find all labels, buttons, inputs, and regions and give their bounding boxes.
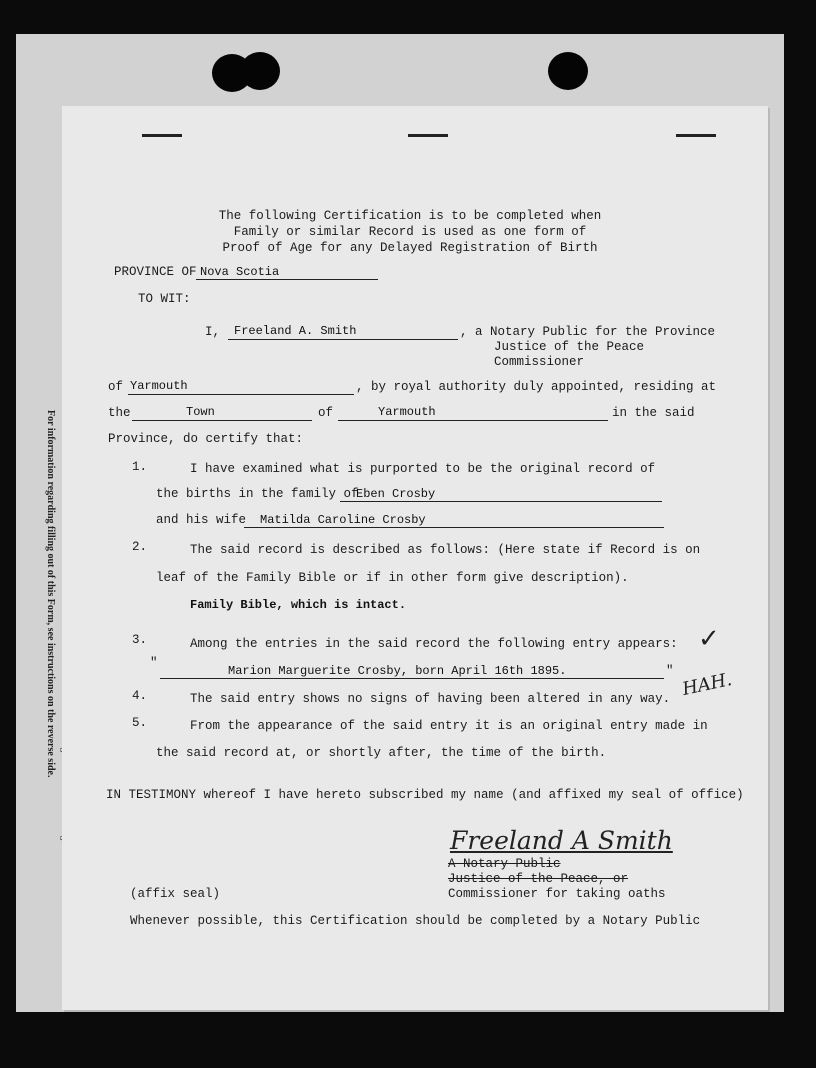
item-1-number: 1. [132, 460, 148, 474]
heading-line-2: Family or similar Record is used as one form of [233, 225, 587, 239]
the-value: Town [186, 405, 215, 419]
item-4-text: The said entry shows no signs of having been altered in any way. [190, 692, 671, 706]
entry-value: Marion Marguerite Crosby, born April 16th 1895. [228, 664, 567, 678]
province-label: PROVINCE OF [114, 265, 197, 279]
item-1-line-1: I have examined what is purported to be the original record of [190, 462, 656, 476]
item-2-line-2: leaf of the Family Bible or if in other form give description). [156, 571, 629, 585]
family-value: Eben Crosby [356, 487, 436, 501]
item-5-line-2: the said record at, or shortly after, the time of the birth. [156, 746, 607, 760]
signature-commissioner-title: Commissioner for taking oaths [448, 887, 666, 901]
heading-line-1: The following Certification is to be completed when [218, 209, 602, 223]
signature-jp-title: Justice of the Peace, or [448, 872, 629, 886]
notary-line-2: Justice of the Peace [494, 340, 645, 354]
notary-line-3: Commissioner [494, 355, 585, 369]
binding-mark-right [676, 134, 716, 137]
signature-notary-title: A Notary Public [448, 857, 561, 871]
province-certify: Province, do certify that: [108, 432, 304, 446]
affix-seal: (affix seal) [130, 887, 221, 901]
notary-name: Freeland A. Smith [234, 324, 357, 338]
family-underline [340, 501, 662, 502]
of2-label: of [318, 406, 334, 420]
appointed-text: , by royal authority duly appointed, residing at [356, 380, 717, 394]
close-quote: " [666, 664, 674, 678]
check-mark: ✓ [698, 624, 720, 654]
item-1-family-label: the births in the family of [156, 487, 359, 501]
the-underline [132, 420, 312, 421]
wife-value: Matilda Caroline Crosby [260, 513, 426, 527]
footer-note: Whenever possible, this Certification should be completed by a Notary Public [130, 914, 701, 928]
binding-mark-center [408, 134, 448, 137]
name-underline [228, 339, 458, 340]
province-value: Nova Scotia [200, 265, 280, 279]
item-5-line-1: From the appearance of the said entry it is an original entry made in [190, 719, 708, 733]
in-said: in the said [612, 406, 695, 420]
item-3-line-1: Among the entries in the said record the following entry appears: [190, 637, 678, 651]
item-4-number: 4. [132, 689, 148, 703]
province-underline [196, 279, 378, 280]
margin-note: For information regarding filling out of this Form, see instructions on the reverse side. [45, 410, 56, 778]
entry-underline [160, 678, 664, 679]
punch-hole-right [548, 52, 588, 90]
item-3-number: 3. [132, 633, 148, 647]
testimony-text: IN TESTIMONY whereof I have hereto subscribed my name (and affixed my seal of office) [106, 788, 744, 802]
of-underline [128, 394, 354, 395]
open-quote: " [150, 656, 158, 670]
i-label: I, [205, 325, 221, 339]
of2-underline [338, 420, 608, 421]
of-label: of [108, 380, 124, 394]
binding-mark-left [142, 134, 182, 137]
punch-hole-left-2 [240, 52, 280, 90]
notary-line-1: , a Notary Public for the Province [460, 325, 716, 339]
the-label: the [108, 406, 131, 420]
wife-underline [244, 527, 664, 528]
record-description: Family Bible, which is intact. [190, 598, 407, 612]
item-2-number: 2. [132, 540, 148, 554]
to-wit: TO WIT: [138, 292, 191, 306]
of2-value: Yarmouth [378, 405, 436, 419]
notary-signature: Freeland A Smith [450, 826, 673, 855]
of-value: Yarmouth [130, 379, 188, 393]
item-1-wife-label: and his wife [156, 513, 247, 527]
heading-line-3: Proof of Age for any Delayed Registration of Birth [222, 241, 598, 255]
item-2-line-1: The said record is described as follows: (Here state if Record is on [190, 543, 701, 557]
item-5-number: 5. [132, 716, 148, 730]
initials: HAH. [680, 669, 734, 700]
